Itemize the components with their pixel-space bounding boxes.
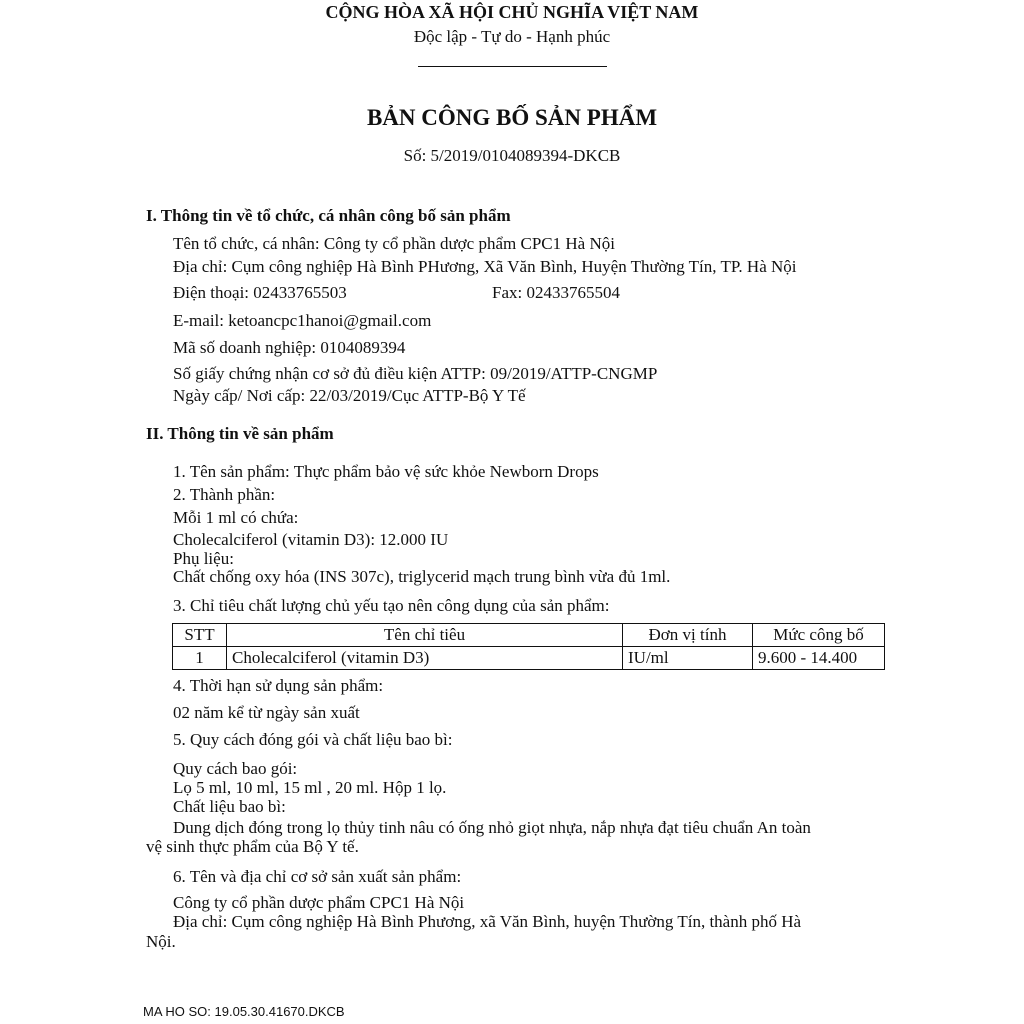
org-phone: Điện thoại: 02433765503 [173,283,347,302]
product-line: Cholecalciferol (vitamin D3): 12.000 IU [173,530,449,549]
org-name: Tên tổ chức, cá nhân: Công ty cổ phần dược phẩm CPC1 Hà Nội [173,234,615,253]
org-issued: Ngày cấp/ Nơi cấp: 22/03/2019/Cục ATTP-Bộ Y Tế [173,386,526,405]
product-line: Địa chỉ: Cụm công nghiệp Hà Bình Phương, xã Văn Bình, huyện Thường Tín, thành phố Hà [173,912,802,931]
document-number: Số: 5/2019/0104089394-DKCB [403,146,621,165]
product-line: 4. Thời hạn sử dụng sản phẩm: [173,676,384,695]
product-line: Mỗi 1 ml có chứa: [173,508,299,527]
product-line: 2. Thành phần: [173,485,276,504]
product-line: Công ty cổ phần dược phẩm CPC1 Hà Nội [173,893,465,912]
product-line: Chất liệu bao bì: [173,797,286,816]
product-line: Phụ liệu: [173,549,234,568]
table-header: STT [173,624,227,647]
product-line: 3. Chỉ tiêu chất lượng chủ yếu tạo nên công dụng của sản phẩm: [173,596,610,615]
product-line: Dung dịch đóng trong lọ thủy tinh nâu có ống nhỏ giọt nhựa, nắp nhựa đạt tiêu chuẩn An toàn [173,818,811,837]
section1-heading: I. Thông tin về tổ chức, cá nhân công bố sản phẩm [146,206,511,225]
product-line: Quy cách bao gói: [173,759,298,778]
document-title: BẢN CÔNG BỐ SẢN PHẨM [366,105,658,130]
org-fax: Fax: 02433765504 [492,283,620,302]
product-line: Chất chống oxy hóa (INS 307c), triglycerid mạch trung bình vừa đủ 1ml. [173,567,671,586]
product-line: Lọ 5 ml, 10 ml, 15 ml , 20 ml. Hộp 1 lọ. [173,778,447,797]
section2-heading: II. Thông tin về sản phẩm [146,424,334,443]
product-line: 1. Tên sản phẩm: Thực phẩm bảo vệ sức khỏe Newborn Drops [173,462,599,481]
table-header: Mức công bố [753,624,885,647]
divider [418,66,607,67]
dossier-code: MA HO SO: 19.05.30.41670.DKCB [143,1004,345,1019]
org-tax-code: Mã số doanh nghiệp: 0104089394 [173,338,406,357]
table-cell: Cholecalciferol (vitamin D3) [227,647,623,670]
table-cell: 1 [173,647,227,670]
motto: Độc lập - Tự do - Hạnh phúc [413,27,611,46]
org-certificate: Số giấy chứng nhận cơ sở đủ điều kiện ATTP: 09/2019/ATTP-CNGMP [173,364,658,383]
product-line: 02 năm kể từ ngày sản xuất [173,703,360,722]
org-email: E-mail: ketoancpc1hanoi@gmail.com [173,311,432,330]
quality-table [172,623,885,670]
product-line: 5. Quy cách đóng gói và chất liệu bao bì: [173,730,453,749]
product-line: Nội. [146,932,176,951]
table-header: Tên chỉ tiêu [227,624,623,647]
table-header: Đơn vị tính [623,624,753,647]
product-line: vệ sinh thực phẩm của Bộ Y tế. [146,837,359,856]
table-cell: 9.600 - 14.400 [753,647,885,670]
table-row [173,647,885,670]
table-header-row [173,624,885,647]
national-title: CỘNG HÒA XÃ HỘI CHỦ NGHĨA VIỆT NAM [325,2,699,22]
table-cell: IU/ml [623,647,753,670]
org-address: Địa chỉ: Cụm công nghiệp Hà Bình PHương, Xã Văn Bình, Huyện Thường Tín, TP. Hà Nội [173,257,797,276]
product-line: 6. Tên và địa chỉ cơ sở sản xuất sản phẩm: [173,867,462,886]
